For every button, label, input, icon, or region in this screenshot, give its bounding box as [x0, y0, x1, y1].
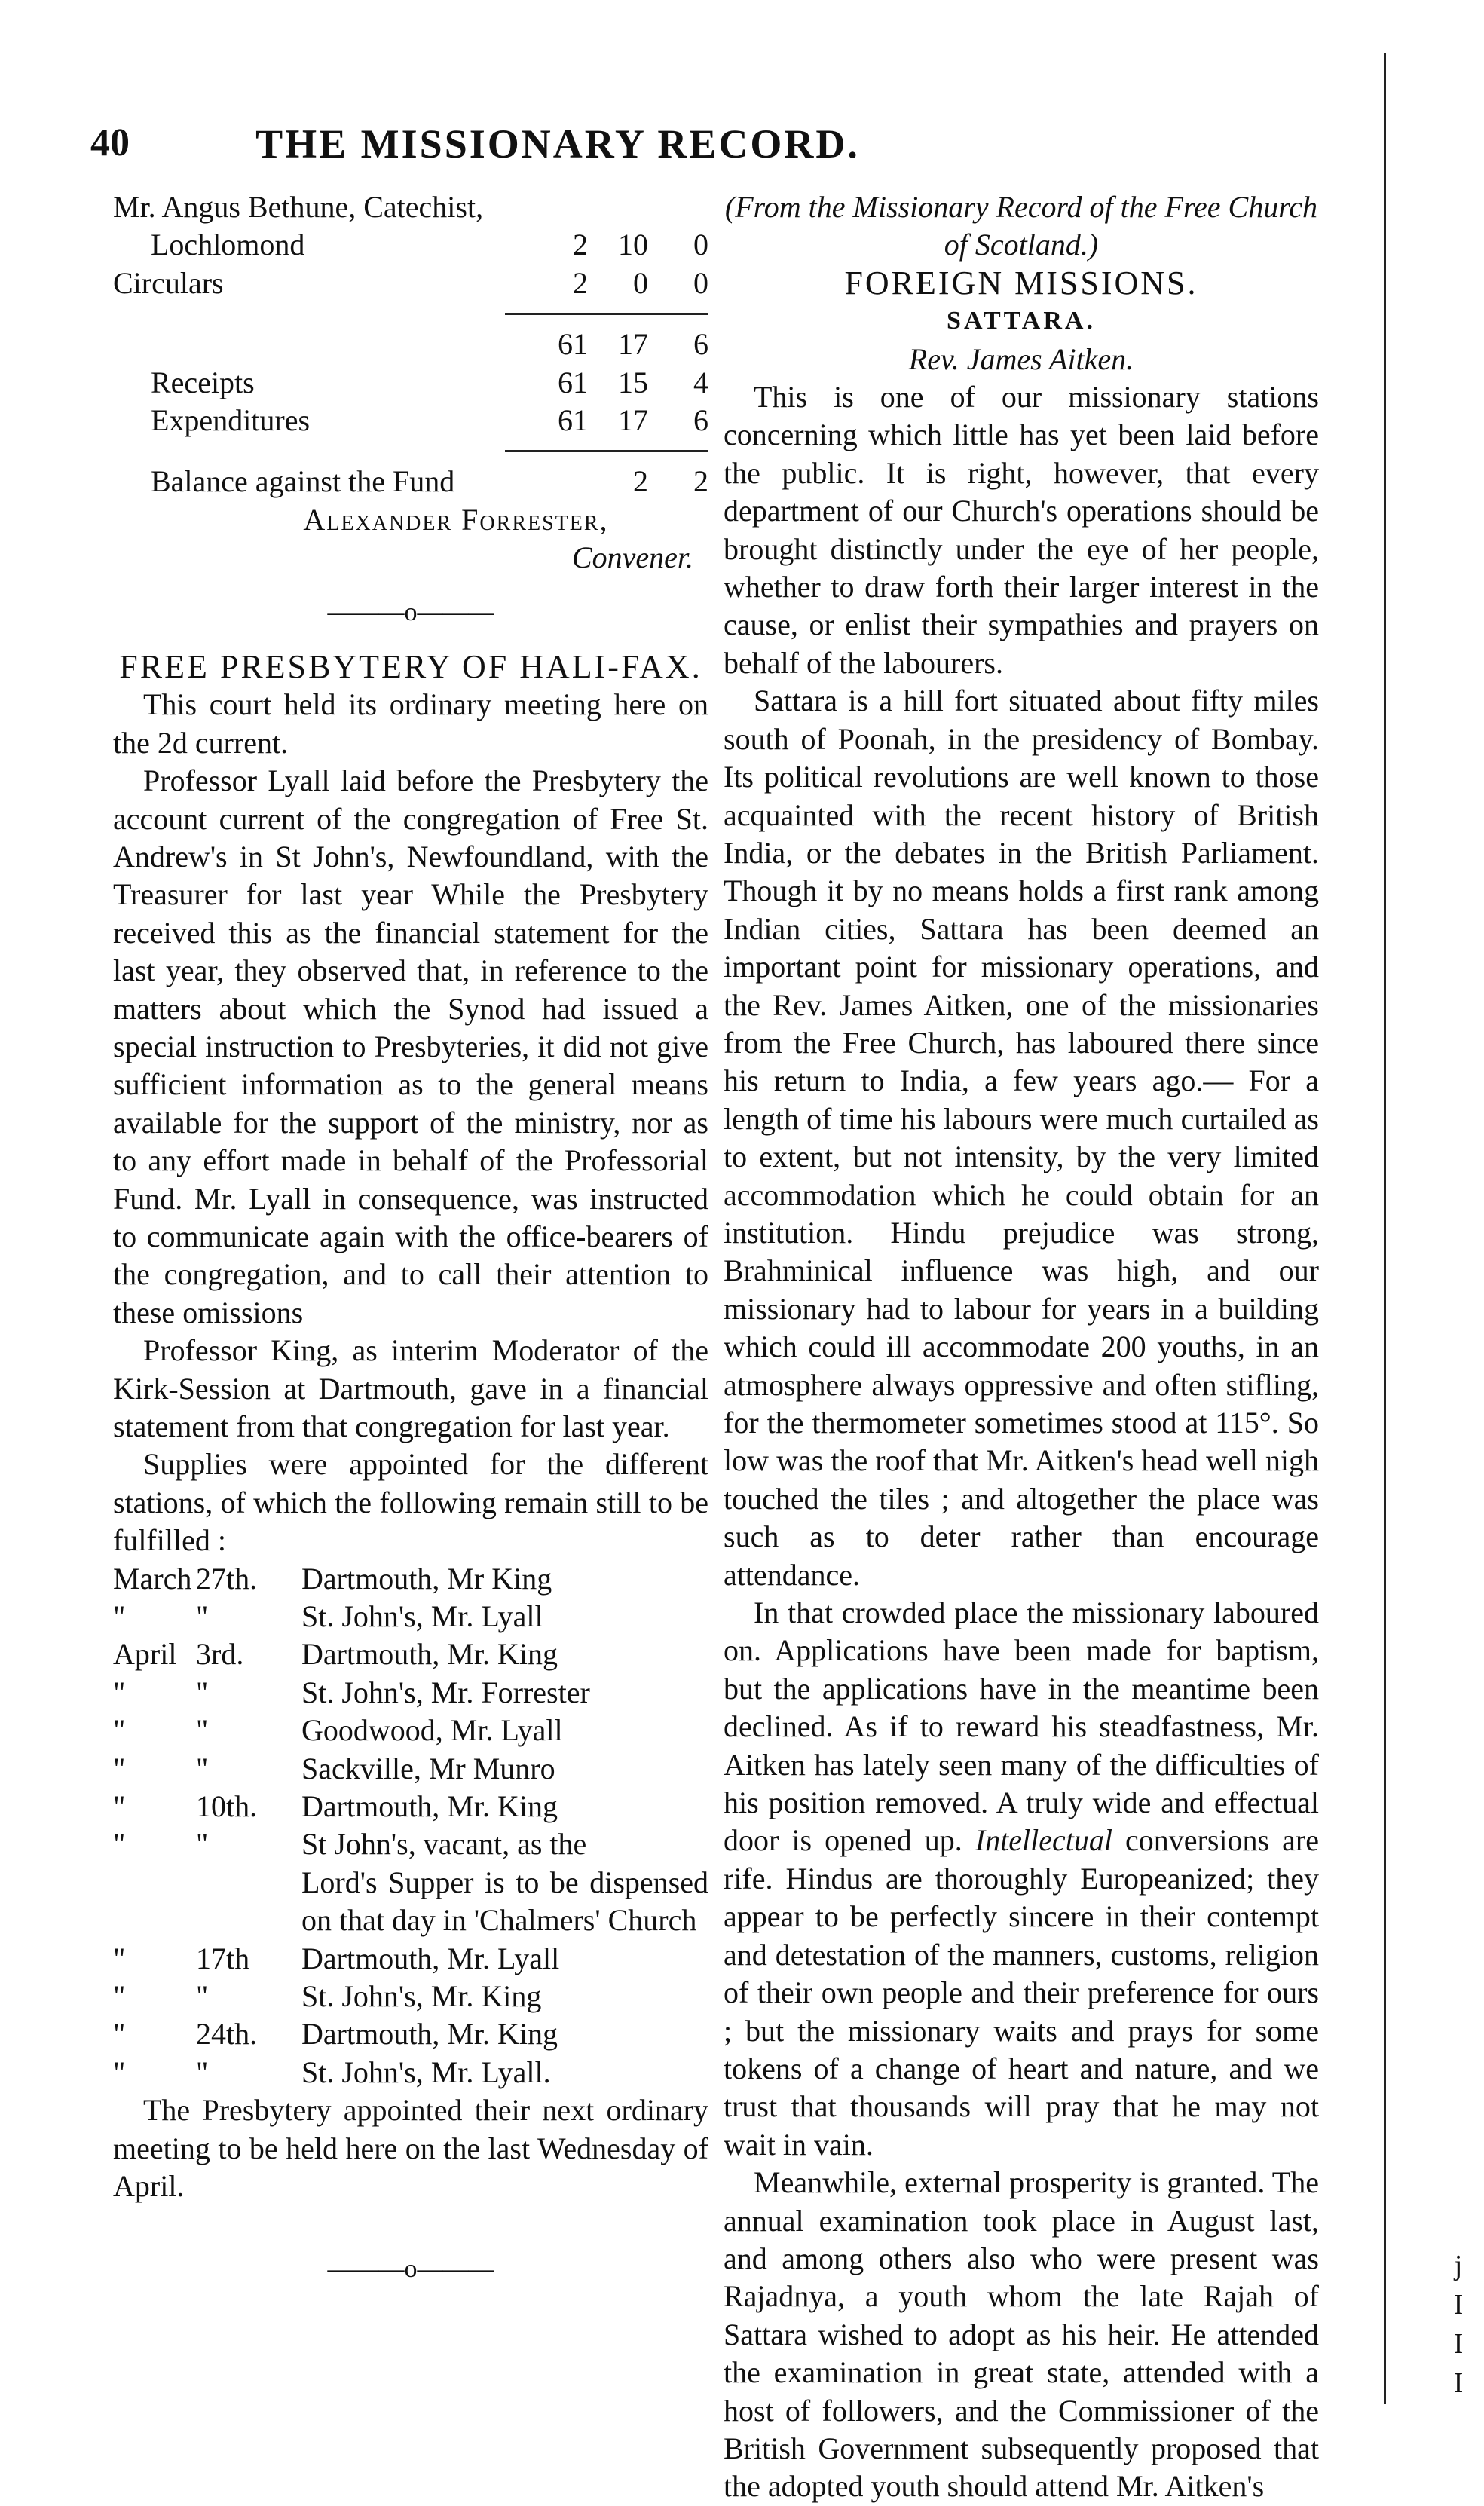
supply-month: " — [113, 1599, 126, 1634]
pence: 2 — [693, 464, 708, 499]
pounds: 61 — [558, 327, 588, 362]
supply-row — [113, 1560, 708, 1598]
supply-day: " — [196, 1827, 209, 1862]
receipts-label: Receipts — [151, 365, 255, 399]
supply-day: 27th. — [196, 1561, 258, 1596]
expenditures-row — [113, 402, 708, 439]
supply-day: " — [196, 1751, 209, 1785]
supply-month: " — [113, 1713, 126, 1748]
end-separator: ———o——— — [327, 2255, 494, 2284]
pounds: 61 — [558, 402, 588, 437]
paragraph-text: In that crowded place the missionary laboured on. Applications have been made for baptism, but the applications have in the meantime been declined. As if to reward his steadfastness, Mr. Aitken has lately seen many of the difficulties of his position removed. A truly wide and effectual door is opened up. — [724, 1596, 1319, 1858]
sum-rule — [505, 450, 708, 452]
right-column — [724, 188, 1319, 2506]
paragraph: Supplies were appointed for the different stations, of which the following remain still to be fulfilled : — [113, 1447, 708, 1558]
shillings: 17 — [618, 402, 648, 437]
supply-day: 3rd. — [196, 1637, 244, 1672]
shillings: 0 — [633, 265, 648, 300]
page-header — [90, 121, 1326, 181]
account-label: Mr. Angus Bethune, Catechist, — [113, 190, 484, 224]
supply-row — [113, 2054, 708, 2091]
supply-text: St. John's, Mr. Forrester — [301, 1675, 590, 1709]
supply-day: 24th. — [196, 2017, 258, 2052]
supply-text: Dartmouth, Mr. Lyall — [301, 1941, 560, 1975]
paragraph: The Presbytery appointed their next ordinary meeting to be held here on the last Wednesday of April. — [113, 2093, 708, 2204]
supply-text: Dartmouth, Mr. King — [301, 1637, 558, 1672]
pounds: 2 — [573, 228, 588, 262]
pence: 4 — [693, 365, 708, 399]
supply-month: March — [113, 1561, 192, 1596]
pence: 0 — [693, 228, 708, 262]
supply-row — [113, 1978, 708, 2015]
shillings: 2 — [633, 464, 648, 499]
supply-text: Dartmouth, Mr. King — [301, 1789, 558, 1824]
supply-row — [113, 1712, 708, 1749]
supply-day: " — [196, 1713, 209, 1748]
supply-day: " — [196, 1979, 209, 2014]
page-number: 40 — [90, 121, 130, 164]
account-label: Lochlomond — [151, 228, 305, 262]
supply-row — [113, 1940, 708, 1978]
margin-mark: I — [1453, 2289, 1464, 2321]
supply-row — [113, 1598, 708, 1635]
margin-marks — [1447, 2246, 1470, 2403]
supply-text: Dartmouth, Mr. King — [301, 2017, 558, 2052]
shillings: 10 — [618, 228, 648, 262]
supply-row — [113, 1825, 708, 1863]
supply-text: St. John's, Mr. King — [301, 1979, 542, 2014]
shillings: 15 — [618, 365, 648, 399]
section-heading: FOREIGN MISSIONS. — [844, 264, 1198, 301]
paragraph: This court held its ordinary meeting here on the 2d current. — [113, 687, 708, 760]
supply-row — [113, 1788, 708, 1825]
supply-text: St. John's, Mr. Lyall. — [301, 2055, 551, 2089]
running-title: THE MISSIONARY RECORD. — [255, 121, 860, 167]
signature-role: Convener. — [571, 540, 693, 575]
account-row — [113, 188, 708, 226]
account-row — [113, 265, 708, 302]
pence: 6 — [693, 327, 708, 362]
supply-month: " — [113, 1979, 126, 2014]
supply-day: " — [196, 1599, 209, 1634]
supply-month: " — [113, 2055, 126, 2089]
expenditures-label: Expenditures — [151, 402, 311, 437]
balance-label: Balance against the Fund — [151, 464, 455, 499]
pounds: 61 — [558, 365, 588, 399]
balance-row — [113, 463, 708, 500]
paragraph: Sattara is a hill fort situated about fifty miles south of Poonah, in the presidency of Bombay. Its political revolutions are well known to those acquainted with the recent history of British India, or the debates in the British Parliament. Though it by no means holds a first rank among Indian cities, Sattara has been deemed an important point for missionary operations, and the Rev. James Aitken, one of the missionaries from the Free Church, has laboured there since his return to India, a few years ago.— For a length of time his labours were much curtailed as to extent, but not intensity, by the very limited accommodation which he could obtain for an institution. Hindu prejudice was strong, Brahminical influence was high, and our missionary had to labour for years in a building which could ill accommodate 200 youths, in an atmosphere always oppressive and often stifling, for the thermometer sometimes stood at 115°. So low was the roof that Mr. Aitken's head well nigh touched the tiles ; and altogether the place was such as to deter rather than encourage attendance. — [724, 684, 1319, 1592]
paragraph: Professor King, as interim Moderator of the Kirk-Session at Dartmouth, gave in a financial statement from that congregation for last year. — [113, 1333, 708, 1444]
signature: Alexander Forrester, — [303, 502, 609, 537]
paragraph-text: conversions are rife. Hindus are thoroughly Europeanized; they appear to be perfectly sincere in their contempt and detestation of the manners, customs, religion of their own people and their preference for ours ; but the missionary waits and prays for some tokens of a change of heart and nature, and we trust that thousands will pray that he may not wait in vain. — [724, 1823, 1320, 2162]
paragraph: This is one of our missionary stations concerning which little has yet been laid before the public. It is right, however, that every department of our Church's operations should be brought distinctly under the eye of her people, whether to draw forth their larger interest in the cause, or enlist their sympathies and prayers on behalf of the labourers. — [724, 380, 1319, 680]
accounts-block — [113, 188, 708, 577]
supply-text: Goodwood, Mr. Lyall — [301, 1713, 563, 1748]
shillings: 17 — [618, 327, 648, 362]
margin-mark: j — [1454, 2250, 1463, 2281]
supply-day: 10th. — [196, 1789, 258, 1824]
supply-row — [113, 2015, 708, 2053]
supply-month: " — [113, 2017, 126, 2052]
supply-month: " — [113, 1789, 126, 1824]
pence: 6 — [693, 402, 708, 437]
supply-month: " — [113, 1941, 126, 1975]
section-heading: FREE PRESBYTERY OF HALI-FAX. — [119, 647, 702, 685]
supply-row — [113, 1750, 708, 1788]
total-row — [113, 326, 708, 363]
supply-month: April — [113, 1637, 177, 1672]
supplies-list — [113, 1560, 708, 2092]
paragraph: Professor Lyall laid before the Presbytery the account current of the congregation of Free St. Andrew's in St John's, Newfoundland, with the Treasurer for last year While the Presbytery received this as the financial statement for the last year, they observed that, in reference to the matters about which the Synod had issued a special instruction to Presbyteries, it did not give sufficient information as to the general means available for the support of the ministry, nor as to any effort made in behalf of the Professorial Fund. Mr. Lyall in consequence, was instructed to communicate again with the office-bearers of the congregation, and to call their attention to these omissions — [113, 763, 708, 1329]
supply-day: 17th — [196, 1941, 250, 1975]
account-label: Circulars — [113, 265, 224, 300]
supply-month: " — [113, 1827, 126, 1862]
emphasis: Intellectual — [975, 1823, 1112, 1858]
margin-mark: I — [1453, 2367, 1464, 2399]
sum-rule — [505, 313, 708, 315]
margin-mark: I — [1453, 2328, 1464, 2360]
paragraph — [724, 1594, 1319, 2164]
section-separator: ———o——— — [327, 598, 494, 626]
supply-text: Sackville, Mr Munro — [301, 1751, 555, 1785]
pence: 0 — [693, 265, 708, 300]
margin-rule — [1384, 53, 1386, 2404]
receipts-row — [113, 364, 708, 402]
supply-month: " — [113, 1751, 126, 1785]
supply-day: " — [196, 2055, 209, 2089]
supply-row — [113, 1635, 708, 1673]
supply-day: " — [196, 1675, 209, 1709]
account-row — [113, 226, 708, 264]
paragraph: Meanwhile, external prosperity is granted. The annual examination took place in August last, and among others also who were present was Rajadnya, a youth whom the late Rajah of Sattara wished to adopt as his heir. He attended the examination in great state, attended with a host of followers, and the Commissioner of the British Government subsequently proposed that the adopted youth should attend Mr. Aitken's — [724, 2165, 1319, 2504]
supply-month: " — [113, 1675, 126, 1709]
supply-text: St. John's, Mr. Lyall — [301, 1599, 543, 1634]
supply-continuation: Lord's Supper is to be dispensed on that day in 'Chalmers' Church — [301, 1865, 708, 1938]
pounds: 2 — [573, 265, 588, 300]
left-column — [113, 188, 708, 2306]
supply-text: St John's, vacant, as the — [301, 1827, 587, 1862]
source-line: (From the Missionary Record of the Free Church of Scotland.) — [724, 190, 1318, 262]
sub-heading: SATTARA. — [947, 307, 1096, 335]
supply-row — [113, 1674, 708, 1712]
byline: Rev. James Aitken. — [908, 341, 1134, 376]
supply-text: Dartmouth, Mr King — [301, 1561, 552, 1596]
